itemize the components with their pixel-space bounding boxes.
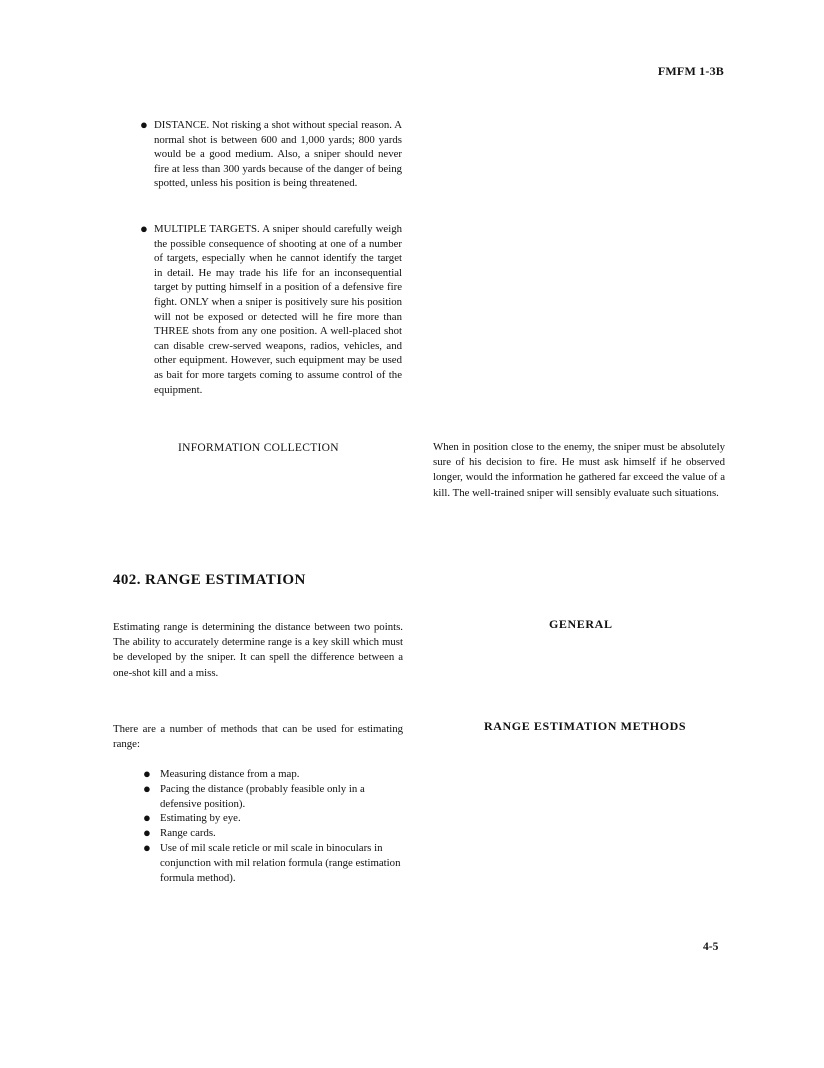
section-title: 402. RANGE ESTIMATION <box>113 572 306 588</box>
bullet-icon: ● <box>143 839 151 855</box>
bullet-icon: ● <box>143 780 151 796</box>
bullet-icon: ● <box>143 810 151 826</box>
list-item: ● Pacing the distance (probably feasible only in a defensive position). <box>143 780 365 810</box>
methods-list <box>140 767 404 885</box>
list-item: ● Range cards. <box>143 825 216 841</box>
list-item: ● Use of mil scale reticle or mil scale in binoculars in conjunction with mil relation formula (range estimation formula method). <box>143 839 401 884</box>
bullet-icon: ● <box>140 221 148 236</box>
bullet-multiple-targets <box>140 222 402 397</box>
document-id: FMFM 1-3B <box>657 64 724 78</box>
info-collection-text: When in position close to the enemy, the sniper must be absolutely sure of his decision to fire. He must ask himself if he observed longer, would the information he gathered far exceed the value of a kill. The well-trained sniper will sensibly evaluate such situations. <box>433 441 725 499</box>
list-item: ● Measuring distance from a map. <box>143 766 300 781</box>
bullet-icon: ● <box>140 117 148 132</box>
bullet-icon: ● <box>143 766 151 781</box>
general-text: Estimating range is determining the distance between two points. The ability to accurately determine range is a key skill which must be developed by the sniper. It can spell the difference between a one-shot kill and a miss. <box>113 621 403 679</box>
general-heading: GENERAL <box>549 617 613 631</box>
bullet-multiple-targets-text: MULTIPLE TARGETS. A sniper should carefully weigh the possible consequence of shooting at one of a number of targets, especially when he cannot identify the target in detail. He may trade his life for an inconsequential target by putting himself in a position of a defensive fire fight. ONLY when a sniper is positively sure his position will not be exposed or detected will he fire more than THREE shots from any one position. A well-placed shot can disable crew-served weapons, radios, vehicles, and other equipment. However, such equipment may be used as bait for more targets coming to assume control of the equipment. <box>154 223 402 396</box>
bullet-icon: ● <box>143 825 151 841</box>
bullet-distance <box>140 118 402 191</box>
info-collection-heading: INFORMATION COLLECTION <box>178 442 339 454</box>
page-number: 4-5 <box>703 941 719 953</box>
list-item: ● Estimating by eye. <box>143 810 241 826</box>
bullet-distance-text: DISTANCE. Not risking a shot without special reason. A normal shot is between 600 and 1,000 yards; 800 yards would be a good medium. Also, a sniper should never fire at less than 300 yards because of the danger of being spotted, unless his position is being threatened. <box>154 119 402 190</box>
methods-intro: There are a number of methods that can be used for estimating range: <box>113 723 403 751</box>
methods-heading: RANGE ESTIMATION METHODS <box>484 719 687 733</box>
